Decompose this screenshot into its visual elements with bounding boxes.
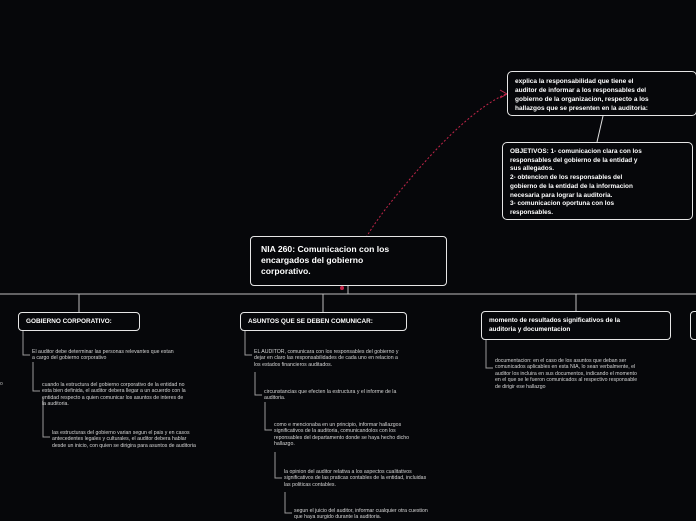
branch-3-item-1[interactable]: documentacion: en el caso de los asuntos que deban ser comunicados aplicables en esta NIA, lo sean verbalmente, el auditor los incluira en sus documentos, indicando el momento en el que se le fueron comunicados al respectivo responsable de dirigir ese hallazgo: [495, 358, 638, 390]
branch-2-item-1[interactable]: EL AUDITOR, comunicara con los responsables del gobierno y dejar en claro las responsabilidades de cada uno en relacion a los estados financieros auditados.: [254, 349, 399, 368]
branch-title: momento de resultados significativos de la auditoria y documentacion: [489, 317, 621, 333]
central-topic[interactable]: [250, 236, 447, 286]
branch-asuntos-comunicar[interactable]: [240, 312, 407, 331]
branch-momento-resultados[interactable]: [481, 311, 671, 340]
branch-title: ASUNTOS QUE SE DEBEN COMUNICAR:: [248, 318, 373, 325]
branch-2-item-4[interactable]: la opinion del auditor relativa a los aspectos cualitativos significativos de las praticas contables de la entidad, incluidas las politicas contables.: [284, 469, 427, 488]
central-topic-title: NIA 260: Comunicacion con los encargados del gobierno corporativo.: [261, 244, 390, 276]
callout-node[interactable]: [507, 71, 696, 116]
callout-text: explica la responsabilidad que tiene el auditor de informar a los responsables del gobierno de la organizacion, respecto a los hallazgos que se presenten en la auditoria:: [515, 78, 649, 112]
relation-start-dot: [340, 286, 344, 290]
callout-to-objectives: [597, 116, 603, 142]
branch-1-item-1[interactable]: El auditor debe determinar las personas relevantes que estan a cargo del gobierno corporativo: [32, 349, 174, 362]
branch-1-item-3[interactable]: las estructuras del gobierno varian segun el pais y en casos antecedentes legales y culturales, el auditor debera hablar desde un inicio, con quien se dirigira para asuntos de auditoria: [52, 430, 196, 449]
objectives-node[interactable]: [502, 142, 693, 220]
branch-title: GOBIERNO CORPORATIVO:: [26, 318, 112, 325]
branch-cutoff-right[interactable]: [690, 311, 696, 340]
cutoff-text-fragment: o: [0, 381, 3, 387]
branch-2-item-2[interactable]: circunstancias que efecten la estructura y el informe de la auditoria.: [264, 389, 397, 402]
relation-arrowhead: [500, 90, 507, 98]
objectives-text: OBJETIVOS: 1- comunicacion clara con los responsables del gobierno de la entidad y sus allegados. 2- obtencion de los responsables del gobierno de la entidad de la informacion necesaria para lograr la auditoria. 3- comunicacion oportuna con los responsables.: [510, 148, 642, 216]
branch-2-item-3[interactable]: como e mencionaba en un principio, informar hallazgos significativos de la auditoria, comunicandolos con los reponsables del departamento donde se haya hecho dicho hallazgo.: [274, 422, 409, 448]
branch-gobierno-corporativo[interactable]: [18, 312, 140, 331]
branch-2-item-5[interactable]: segun el juicio del auditor, informar cualquier otra cuestion que haya surgido durante la auditoria.: [294, 508, 428, 521]
branch-1-item-2[interactable]: cuando la estructura del gobierno corporativo de la entidad no esta bien definida, el auditor debera llegar a un acuerdo con la entidad respecto a quien comunicar los asuntos de interes de la auditoria.: [42, 382, 186, 408]
